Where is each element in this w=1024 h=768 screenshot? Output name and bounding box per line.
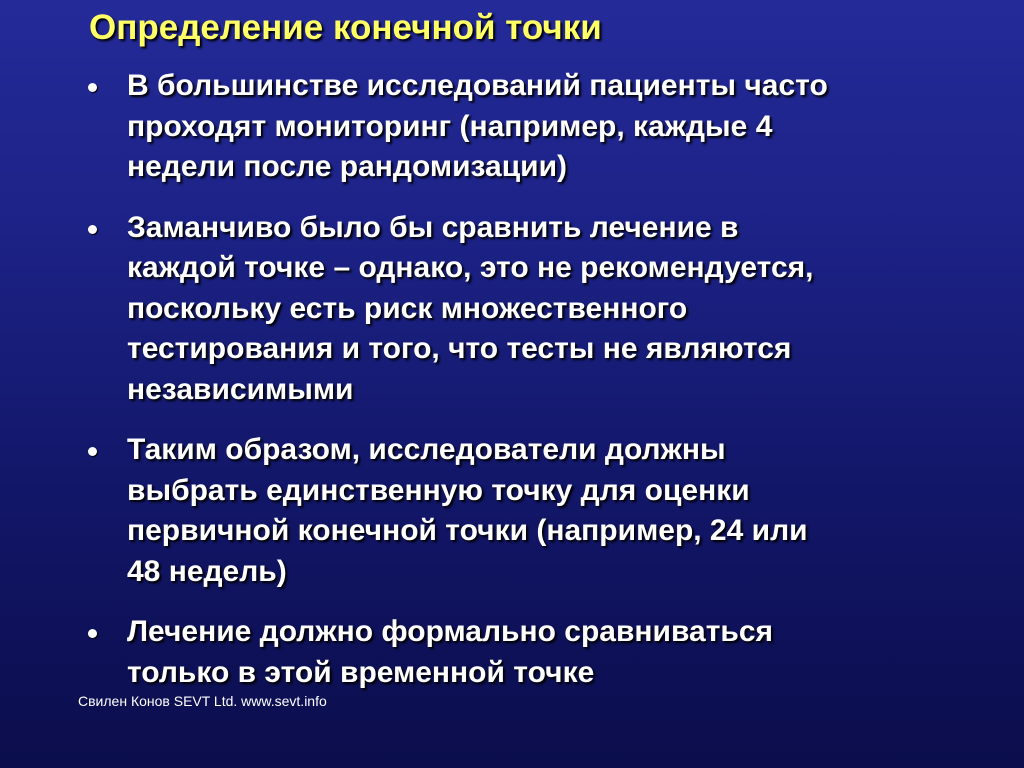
- bullet-line: только в этой временной точке: [127, 655, 595, 689]
- bullet-line: проходят мониторинг (например, каждые 4: [127, 109, 773, 143]
- bullet-item: [88, 66, 948, 188]
- bullet-line: независимыми: [127, 372, 354, 406]
- bullet-dot-icon: [88, 83, 97, 92]
- bullet-dot-icon: [88, 225, 97, 234]
- bullet-line: каждой точке – однако, это не рекомендуется,: [127, 251, 814, 284]
- bullet-line: выбрать единственную точку для оценки: [127, 473, 750, 507]
- bullet-item: [88, 430, 948, 592]
- bullet-dot-icon: [88, 629, 97, 638]
- bullet-line: В большинстве исследований пациенты часто: [127, 69, 828, 102]
- bullet-line: Заманчиво было бы сравнить лечение в: [127, 210, 739, 244]
- bullet-line: недели после рандомизации): [127, 150, 568, 183]
- bullet-list: [88, 66, 948, 713]
- footer-credit: Свилен Конов SEVT Ltd. www.sevt.info: [78, 693, 327, 709]
- bullet-line: первичной конечной точки (например, 24 или: [127, 514, 808, 547]
- bullet-item: [88, 208, 948, 411]
- bullet-line: поскольку есть риск множественного: [127, 291, 688, 325]
- bullet-line: Таким образом, исследователи должны: [127, 433, 726, 466]
- bullet-line: Лечение должно формально сравниваться: [127, 615, 774, 648]
- slide-title: Определение конечной точки: [89, 8, 602, 47]
- bullet-item: [88, 612, 948, 693]
- bullet-line: тестирования и того, что тесты не являются: [127, 332, 792, 365]
- bullet-dot-icon: [88, 447, 97, 456]
- bullet-line: 48 недель): [127, 554, 287, 588]
